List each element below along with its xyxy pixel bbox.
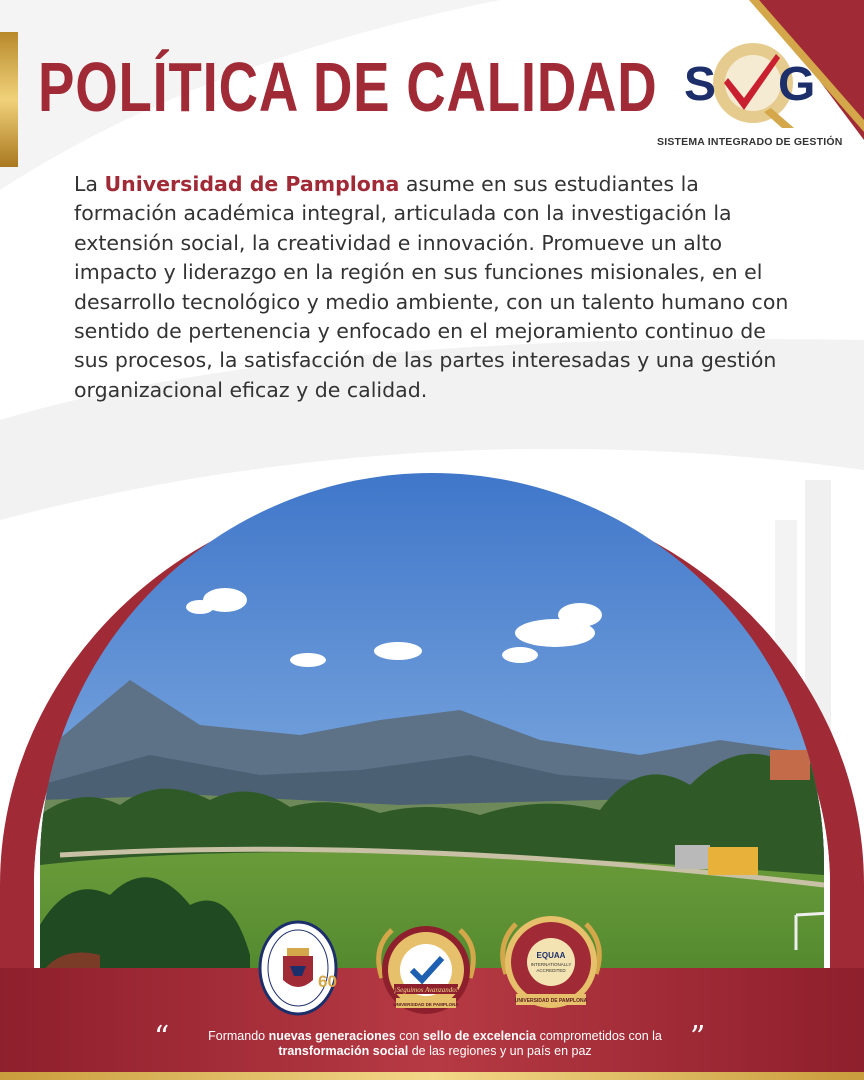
gold-bottom-stripe — [0, 1072, 864, 1080]
gold-accent-bar — [0, 32, 18, 167]
svg-text:UNIVERSIDAD DE PAMPLONA: UNIVERSIDAD DE PAMPLONA — [393, 1002, 459, 1007]
policy-text: La Universidad de Pamplona asume en sus estudiantes la formación académica integral, articulada con la investigación la extensión social, la creatividad e innovación. Promueve un alto impacto y liderazgo en la región en sus funciones misionales, en el desarrollo tecnológico y medio ambiente, con un talento humano con sentido de pertenencia y enfocado en el mejoramiento continuo de sus procesos, la satisfacción de las partes interesadas y una gestión organizacional eficaz y de calidad. — [74, 172, 789, 402]
university-name: Universidad de Pamplona — [104, 172, 400, 196]
svg-text:G: G — [778, 58, 816, 111]
quote-open-icon: “ — [154, 1020, 170, 1055]
svg-text:UNIVERSIDAD DE PAMPLONA: UNIVERSIDAD DE PAMPLONA — [514, 998, 588, 1004]
sqg-logo — [676, 28, 826, 138]
logo-caption: SISTEMA INTEGRADO DE GESTIÓN — [657, 136, 843, 148]
svg-text:¡Seguimos Avanzando!: ¡Seguimos Avanzando! — [393, 986, 459, 994]
footer-slogan: Formando nuevas generaciones con sello de excelencia comprometidos con la transformación social de las regiones y un país en paz — [208, 1029, 662, 1058]
svg-text:ACCREDITED: ACCREDITED — [536, 968, 566, 973]
page-title: POLÍTICA DE CALIDAD — [38, 48, 658, 126]
university-seal — [258, 918, 338, 1016]
svg-text:INTERNATIONALLY: INTERNATIONALLY — [530, 962, 572, 967]
quote-close-icon: ” — [690, 1020, 706, 1055]
international-accreditation-seal — [496, 910, 606, 1018]
svg-text:60: 60 — [318, 972, 337, 991]
svg-text:EQUAA: EQUAA — [536, 951, 566, 960]
anniversary-badge — [318, 970, 344, 992]
accreditation-seal — [372, 918, 480, 1022]
svg-text:S: S — [684, 58, 717, 111]
